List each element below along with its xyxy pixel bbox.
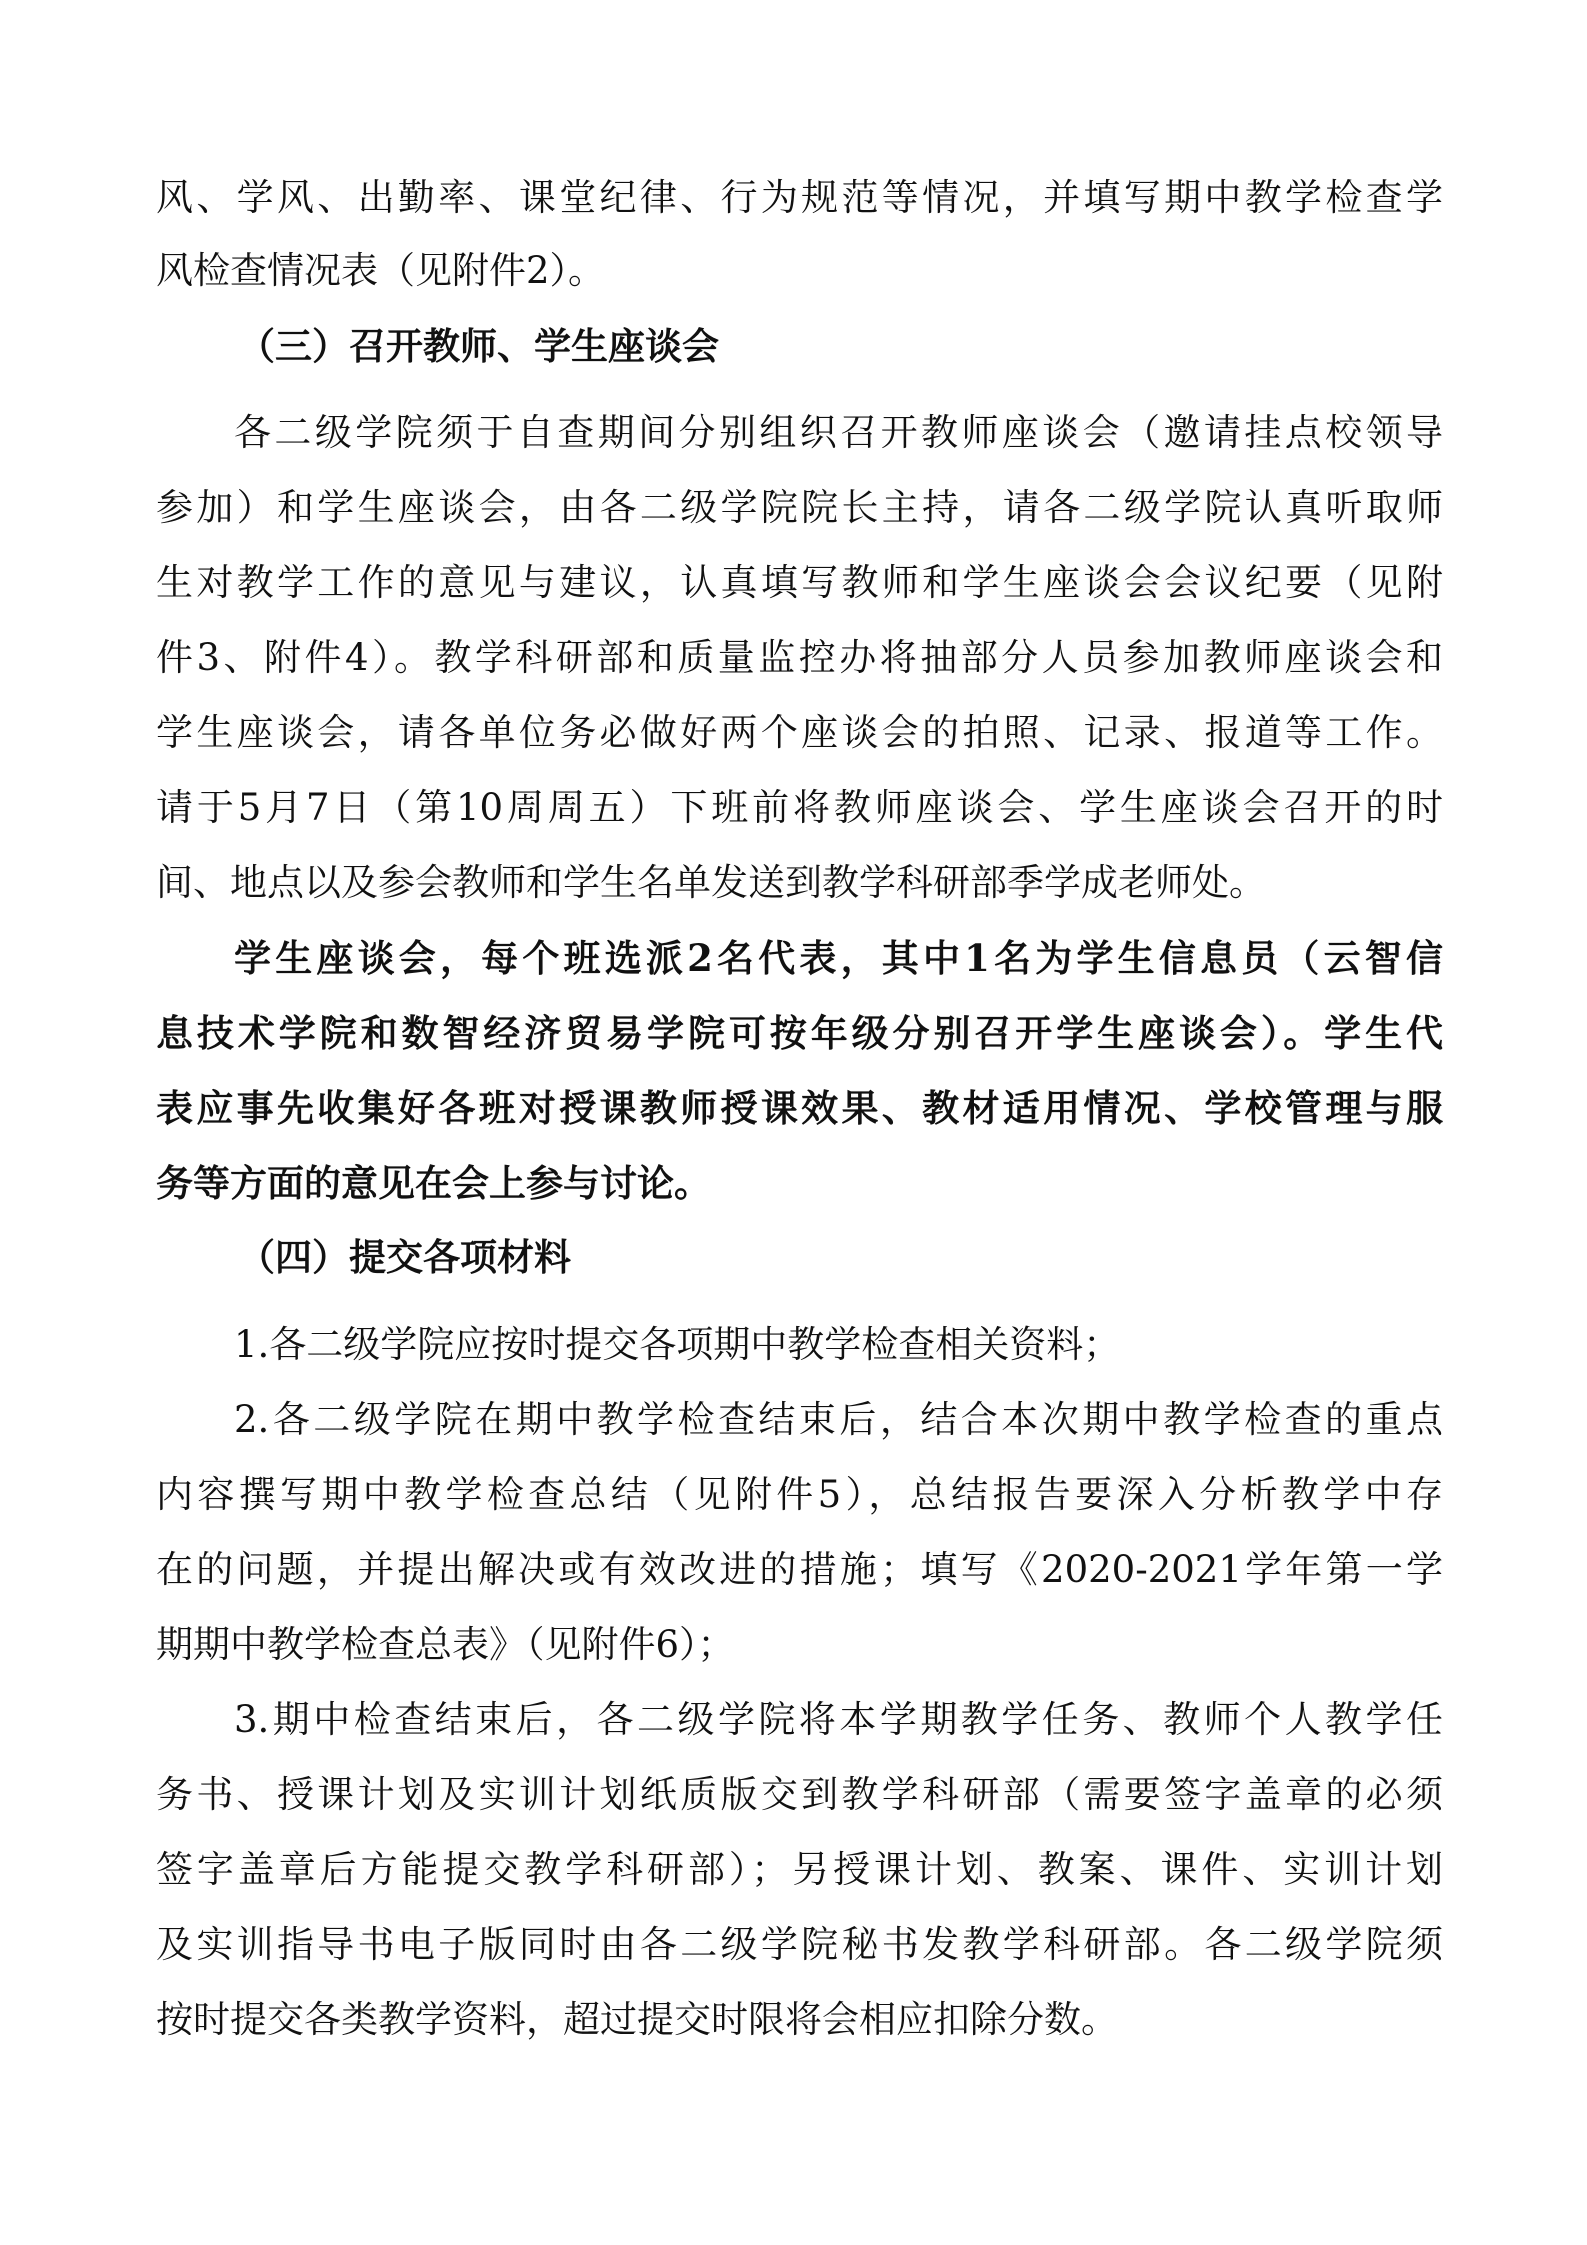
paragraph-line: 学生座谈会，请各单位务必做好两个座谈会的拍照、记录、报道等工作。	[156, 711, 1443, 754]
paragraph-line: 在的问题，并提出解决或有效改进的措施；填写《2020-2021学年第一学	[156, 1548, 1443, 1591]
paragraph-line: 务等方面的意见在会上参与讨论。	[156, 1161, 711, 1205]
paragraph-line: 签字盖章后方能提交教学科研部）；另授课计划、教案、课件、实训计划	[156, 1848, 1443, 1891]
paragraph-line: 及实训指导书电子版同时由各二级学院秘书发教学科研部。各二级学院须	[156, 1923, 1443, 1966]
paragraph-line: 各二级学院须于自查期间分别组织召开教师座谈会（邀请挂点校领导	[234, 411, 1443, 454]
paragraph-line: 按时提交各类教学资料，超过提交时限将会相应扣除分数。	[156, 1998, 1118, 2041]
paragraph-line: 请于5月7日（第10周周五）下班前将教师座谈会、学生座谈会召开的时	[156, 786, 1443, 829]
paragraph-line: 件3、附件4）。教学科研部和质量监控办将抽部分人员参加教师座谈会和	[156, 636, 1443, 679]
paragraph-line: 生对教学工作的意见与建议，认真填写教师和学生座谈会会议纪要（见附	[156, 561, 1443, 604]
paragraph-line: 学生座谈会，每个班选派2名代表，其中1名为学生信息员（云智信	[234, 936, 1443, 980]
paragraph-line: 息技术学院和数智经济贸易学院可按年级分别召开学生座谈会）。学生代	[156, 1011, 1443, 1055]
paragraph-line: 期期中教学检查总表》（见附件6）；	[156, 1623, 735, 1666]
paragraph-line: 风检查情况表（见附件2）。	[156, 249, 606, 292]
paragraph-line: 表应事先收集好各班对授课教师授课效果、教材适用情况、学校管理与服	[156, 1086, 1443, 1130]
paragraph-line: 参加）和学生座谈会，由各二级学院院长主持，请各二级学院认真听取师	[156, 486, 1443, 529]
section-heading: （三）召开教师、学生座谈会	[238, 324, 719, 368]
paragraph-line: 内容撰写期中教学检查总结（见附件5），总结报告要深入分析教学中存	[156, 1473, 1443, 1516]
paragraph-line: 风、学风、出勤率、课堂纪律、行为规范等情况，并填写期中教学检查学	[156, 176, 1443, 219]
paragraph-line: 务书、授课计划及实训计划纸质版交到教学科研部（需要签字盖章的必须	[156, 1773, 1443, 1816]
paragraph-line: 3.期中检查结束后，各二级学院将本学期教学任务、教师个人教学任	[234, 1698, 1443, 1741]
paragraph-line: 2.各二级学院在期中教学检查结束后，结合本次期中教学检查的重点	[234, 1398, 1443, 1441]
paragraph-line: 间、地点以及参会教师和学生名单发送到教学科研部季学成老师处。	[156, 861, 1266, 904]
paragraph-line: 1.各二级学院应按时提交各项期中教学检查相关资料；	[234, 1323, 1121, 1366]
section-heading: （四）提交各项材料	[238, 1235, 571, 1279]
